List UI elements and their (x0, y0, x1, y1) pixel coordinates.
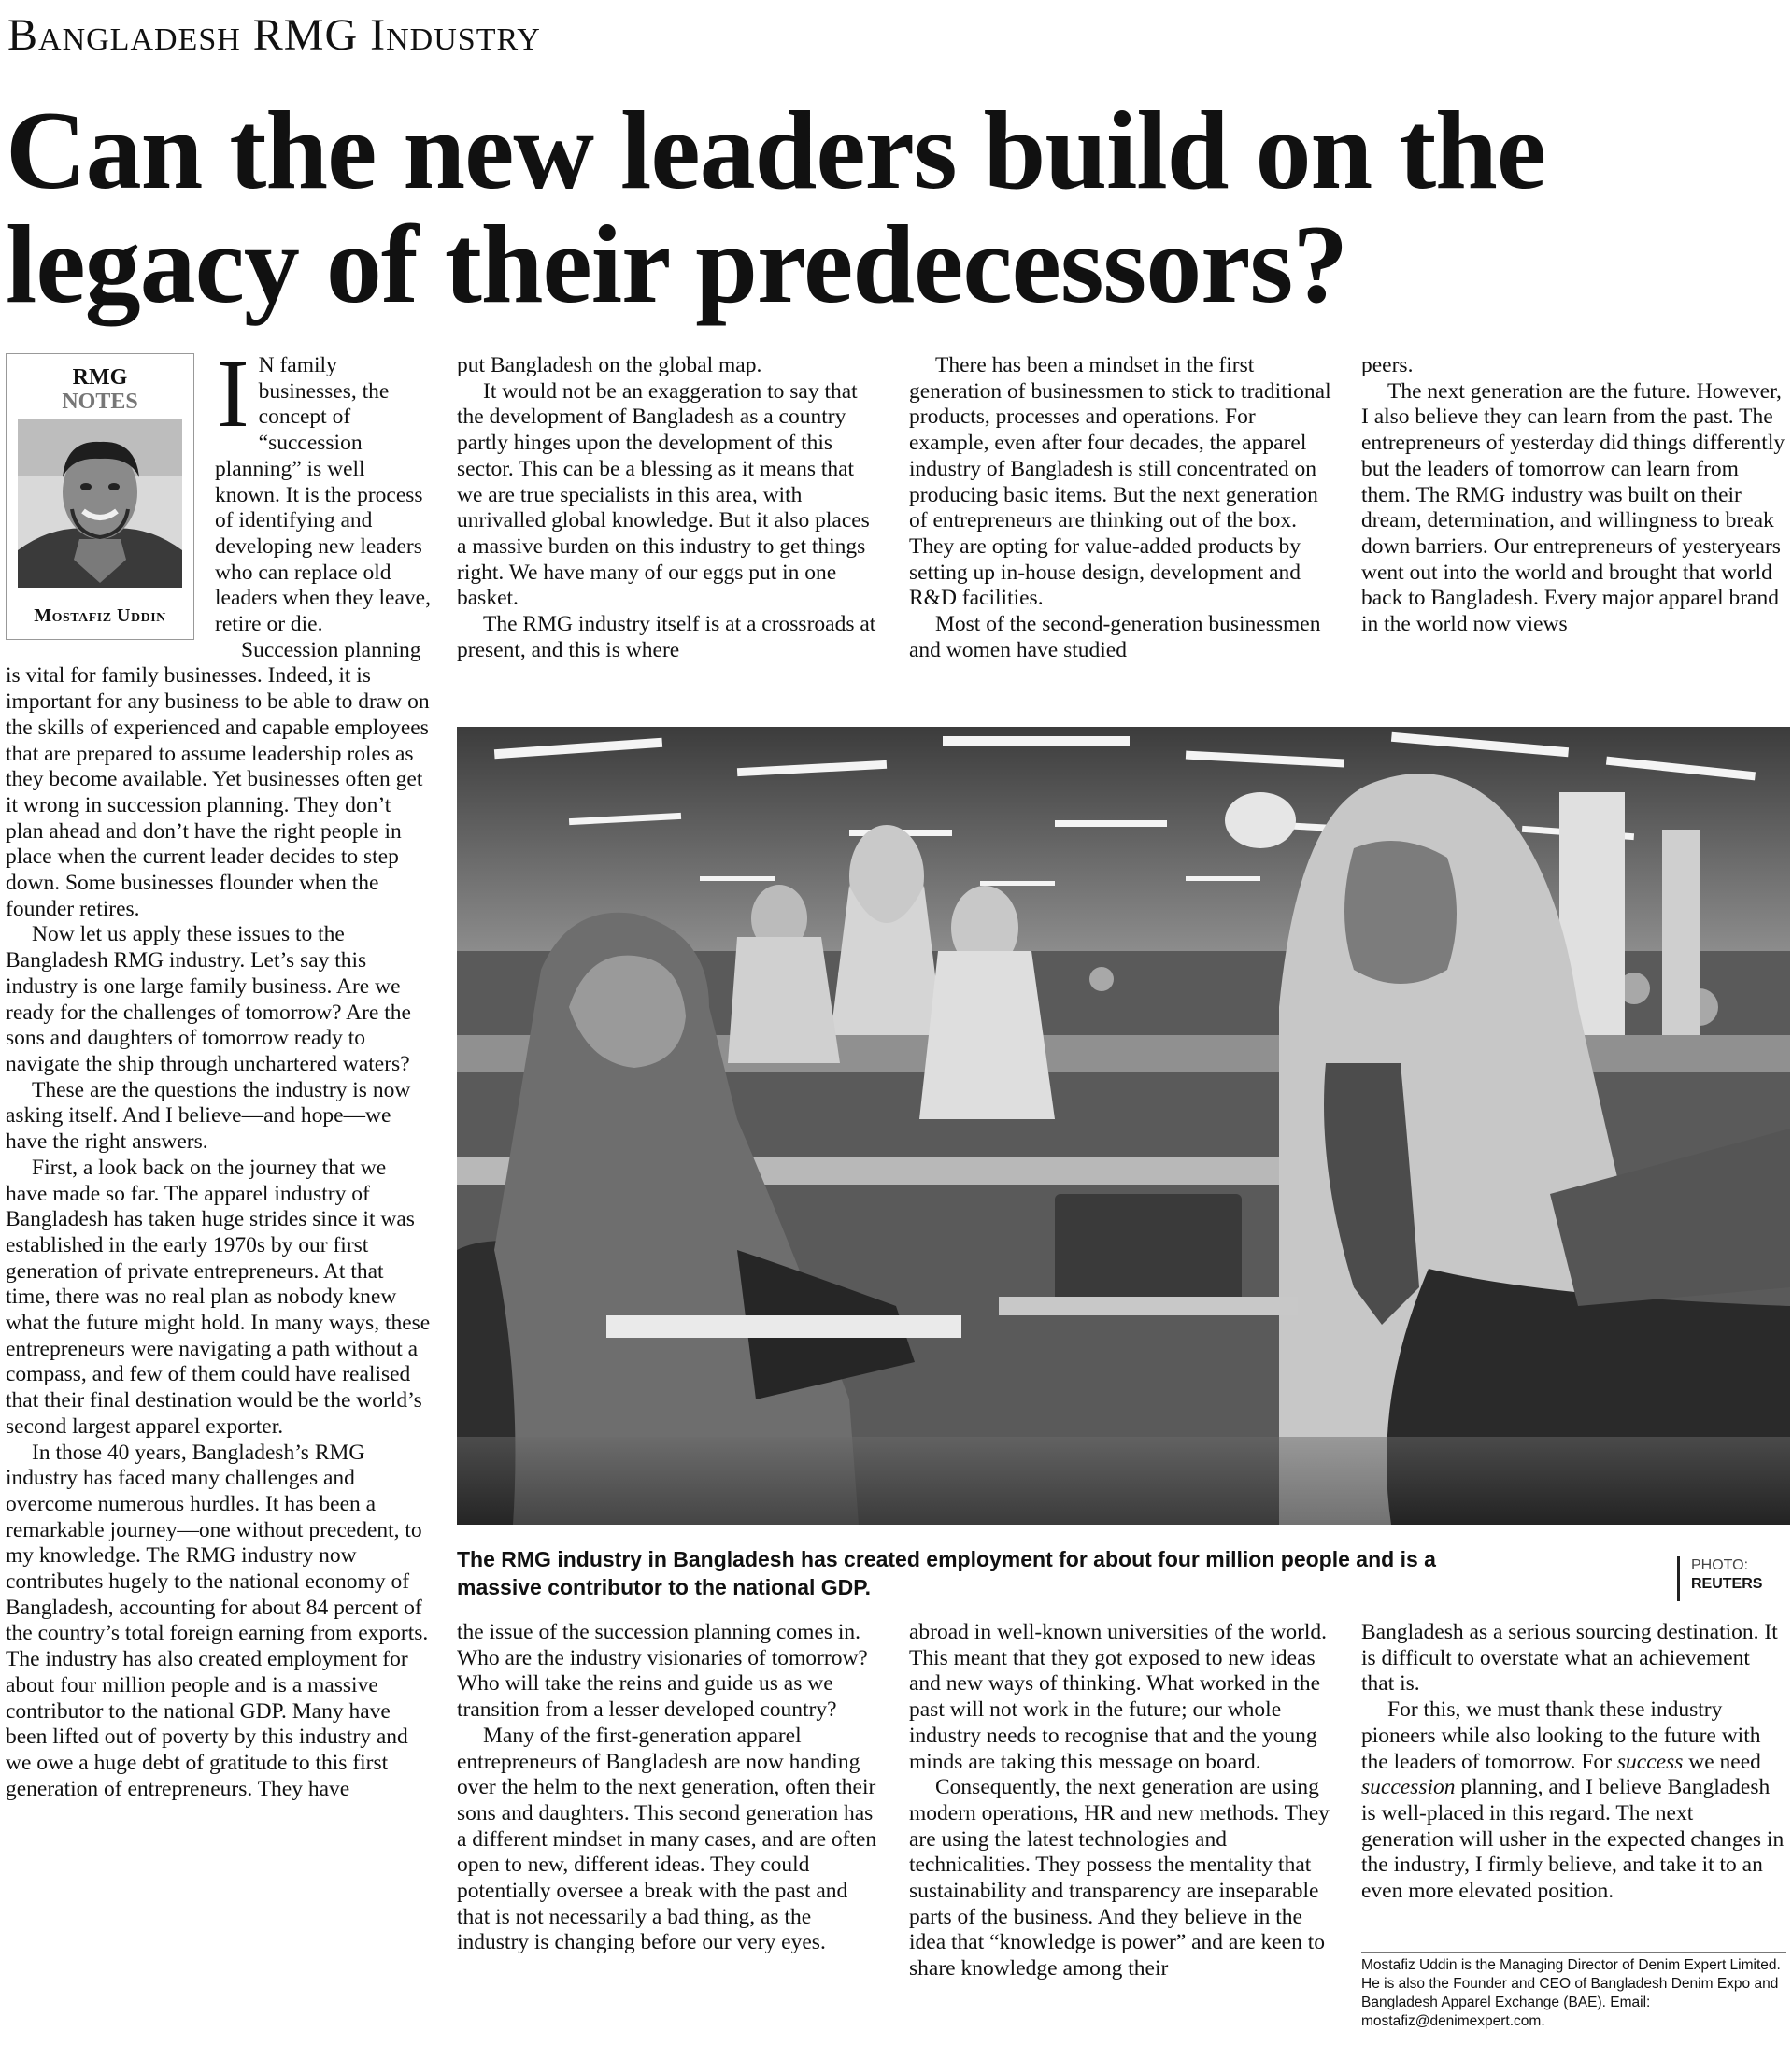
footnote-divider (1361, 1952, 1786, 1953)
body-paragraph: put Bangladesh on the global map. (457, 353, 762, 377)
body-paragraph: Most of the second-generation businessmen and women have studied (909, 612, 1321, 662)
emphasis-succession: succession (1361, 1775, 1456, 1800)
body-paragraph: It would not be an exaggeration to say that the development of Bangladesh as a country partly hinges upon the development of this sector. This can be a blessing as it means that we are true specialists in this area, with unrivalled global knowledge. But it also places a massive burden on this industry to get things right. We have many of our eggs put in one basket. (457, 378, 870, 611)
photo-credit-source: REUTERS (1691, 1576, 1763, 1592)
author-portrait (18, 419, 182, 588)
body-paragraph: Many of the first-generation apparel entrepreneurs of Bangladesh are now handing over the helm to the next generation, often their sons and daughters. This second generation has a different mindset in many cases, and are often open to new, different ideas. They could potentially oversee a break with the past and that is not necessarily a bad thing, as the industry is changing before our very eyes. (457, 1723, 877, 1955)
column-badge (6, 353, 194, 640)
photo-credit (1677, 1556, 1792, 1601)
emphasis-success: success (1616, 1749, 1684, 1774)
article-column-4-bottom (1361, 1620, 1786, 1947)
article-column-3-top (909, 353, 1334, 689)
body-paragraph: In those 40 years, Bangladesh’s RMG industry has faced many challenges and overcome numerous hurdles. It has been a remarkable journey—one without precedent, to my knowledge. The RMG industry now contributes hugely to the national economy of Bangladesh, accounting for about 84 percent of the country’s total foreign earning from exports. The industry has also created employment for about four million people and is a massive contributor to the national GDP. Many have been lifted out of poverty by this industry and we owe a huge debt of gratitude to this first generation of entrepreneurs. They have (6, 1440, 429, 1801)
text-run: For this, we must thank these industry pioneers while also looking to the future with the leaders of tomorrow. For (1361, 1697, 1761, 1774)
author-byline: Mostafiz Uddin (34, 605, 166, 627)
text-run: planning, and I believe Bangladesh is well-placed in this regard. The next generation will usher in the expected changes in the industry, I firmly believe, and take it to an even more elevated position. (1361, 1775, 1785, 1904)
article-column-4-top (1361, 353, 1786, 689)
drop-cap: I (217, 353, 249, 447)
text-run: we need (1683, 1749, 1761, 1774)
factory-photo (457, 727, 1790, 1525)
body-paragraph: the issue of the succession planning comes in. Who are the industry visionaries of tomorrow? Who will take the reins and guide us as we transition from a lesser developed country? (457, 1620, 868, 1723)
body-paragraph: These are the questions the industry is now asking itself. And I believe—and hope—we have the right answers. (6, 1077, 411, 1155)
body-paragraph: Now let us apply these issues to the Bangladesh RMG industry. Let’s say this industry is one large family business. Are we ready for the challenges of tomorrow? Are the sons and daughters of tomorrow ready to navigate the ship through unchartered waters? (6, 922, 411, 1076)
lead-paragraph-text: N family businesses, the concept of “succession planning” is well known. It is the process of identifying and developing new leaders who can replace old leaders when they leave, retire or die. (215, 353, 431, 637)
headline: Can the new leaders build on the legacy of their predecessors? (6, 88, 1546, 326)
body-paragraph (1361, 1697, 1786, 1905)
body-paragraph: Bangladesh as a serious sourcing destination. It is difficult to overstate what an achievement that is. (1361, 1620, 1778, 1697)
body-paragraph: The RMG industry itself is at a crossroads at present, and this is where (457, 612, 876, 662)
body-paragraph: Succession planning is vital for family businesses. Indeed, it is important for any business to be able to draw on the skills of experienced and capable employees that are prepared to assume leadership roles as they become available. Yet businesses often get it wrong in succession planning. They don’t plan ahead and don’t have the right people in place when the current leader decides to step down. Some businesses flounder when the founder retires. (6, 637, 430, 921)
column-badge-subtitle: NOTES (62, 390, 138, 414)
photo-caption: The RMG industry in Bangladesh has created employment for about four million people and is a massive contributor to the national GDP. (457, 1547, 1436, 1599)
article-column-1 (6, 353, 431, 2045)
section-kicker: Bangladesh RMG Industry (7, 10, 541, 60)
article-column-2-bottom (457, 1620, 882, 2045)
author-footnote: Mostafiz Uddin is the Managing Director of Denim Expert Limited. He is also the Founder and CEO of Bangladesh Denim Expo and Bangladesh Apparel Exchange (BAE). Email: mostafiz@denimexpert.com. (1361, 1957, 1781, 2029)
body-paragraph: The next generation are the future. However, I also believe they can learn from the past. The entrepreneurs of yesterday did things differently but the leaders of tomorrow can learn from them. The RMG industry was built on their dream, determination, and willingness to break down barriers. Our entrepreneurs of yesteryears went out into the world and brought that world back to Bangladesh. Every major apparel brand in the world now views (1361, 378, 1785, 637)
body-paragraph: peers. (1361, 353, 1414, 377)
article-column-2-top (457, 353, 882, 689)
photo-credit-label: PHOTO: (1691, 1557, 1749, 1573)
body-paragraph: Consequently, the next generation are using modern operations, HR and new methods. They are using the latest technologies and technicalities. They possess the mentality that sustainability and transparency are inseparable parts of the business. And they believe in the idea that “knowledge is power” and are keen to share knowledge among their (909, 1775, 1330, 1981)
body-paragraph: There has been a mindset in the first generation of businessmen to stick to traditional products, processes and operations. For example, even after four decades, the apparel industry of Bangladesh is still concentrated on producing basic items. But the next generation of entrepreneurs are thinking out of the box. They are opting for value-added products by setting up in-house design, development and R&D facilities. (909, 353, 1331, 611)
column-badge-title: RMG (72, 365, 128, 390)
body-paragraph: abroad in well-known universities of the world. This meant that they got exposed to new ideas and new ways of thinking. What worked in the past will not work in the future; our whole industry needs to recognise that and the young minds are taking this message on board. (909, 1620, 1328, 1774)
body-paragraph: First, a look back on the journey that we have made so far. The apparel industry of Bangladesh has taken huge strides since it was established in the early 1970s by our first generation of private entrepreneurs. At that time, there was no real plan as nobody knew what the future might hold. In many ways, these entrepreneurs were navigating a path without a compass, and few of them could have realised that their final destination would be the world’s second largest apparel exporter. (6, 1155, 431, 1439)
article-column-3-bottom (909, 1620, 1334, 2045)
